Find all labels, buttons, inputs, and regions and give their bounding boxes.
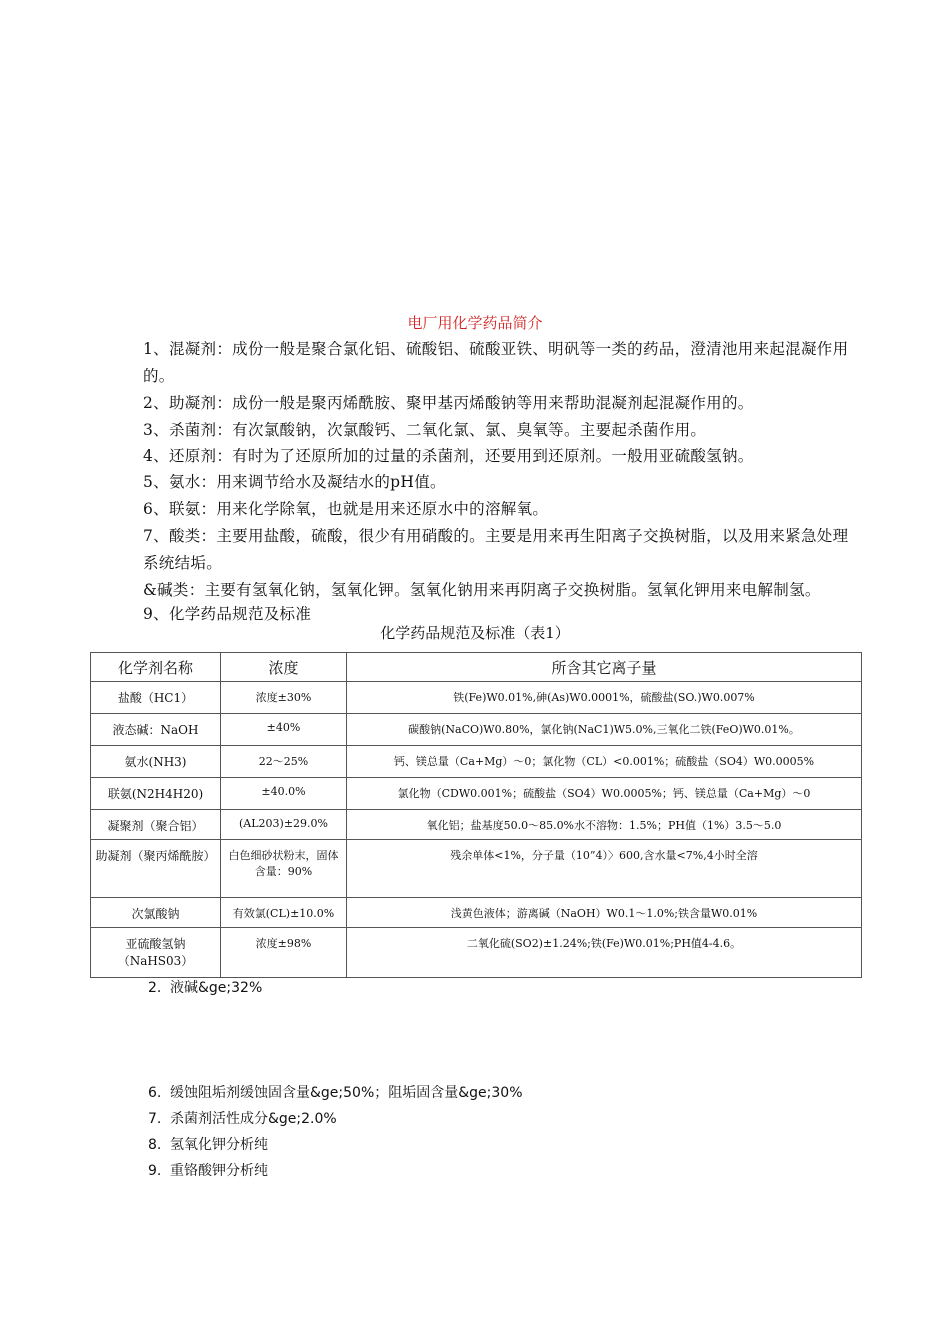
cell-ions: 钙、镁总量（Ca+Mg）〜0；氯化物（CL）<0.001%；硫酸盐（SO4）W0.0005% bbox=[347, 746, 862, 778]
paragraph-acids: 7、酸类：主要用盐酸，硫酸，很少有用硝酸的。主要是用来再生阳离子交换树脂，以及用来紧急处理系统结垢。 bbox=[143, 527, 849, 572]
spec-table bbox=[90, 652, 862, 978]
list-item bbox=[148, 975, 262, 1001]
paragraph-flocculant: 2、助凝剂：成份一般是聚丙烯酰胺、聚甲基丙烯酸钠等用来帮助混凝剂起混凝作用的。 bbox=[143, 394, 754, 412]
cell-ions: 残余单体<1%，分子量（10”4）〉600,含水量<7%,4小时全溶 bbox=[347, 840, 862, 898]
cell-name: 助凝剂（聚丙烯酰胺） bbox=[91, 840, 221, 898]
cell-concentration: (AL203)±29.0% bbox=[221, 810, 347, 840]
cell-ions: 铁(Fe)W0.01%,砷(As)W0.0001%，硫酸盐(SO.)W0.007% bbox=[347, 682, 862, 714]
list-item bbox=[148, 1080, 523, 1106]
paragraph-ammonia: 5、氨水：用来调节给水及凝结水的pH值。 bbox=[143, 473, 446, 491]
list-item bbox=[148, 1106, 523, 1132]
list-item-text: 重铬酸钾分析纯 bbox=[170, 1163, 268, 1179]
cell-concentration: 白色细砂状粉末，固体含量：90% bbox=[221, 840, 347, 898]
cell-concentration: ±40.0% bbox=[221, 778, 347, 810]
cell-name: 凝聚剂（聚合铝） bbox=[91, 810, 221, 840]
cell-ions: 二氧化硫(SO2)±1.24%;铁(Fe)W0.01%;PH值4-4.6。 bbox=[347, 928, 862, 978]
cell-concentration: ±40% bbox=[221, 714, 347, 746]
list-item-text: 杀菌剂活性成分&ge;2.0% bbox=[170, 1111, 337, 1127]
cell-name: 亚硫酸氢钠（NaHS03） bbox=[91, 928, 221, 978]
list-item-text: 氢氧化钾分析纯 bbox=[170, 1137, 268, 1153]
table-row bbox=[91, 778, 862, 810]
paragraph-alkalis: &碱类：主要有氢氧化钠，氢氧化钾。氢氧化钠用来再阴离子交换树脂。氢氧化钾用来电解制氢。 bbox=[143, 581, 821, 599]
cell-name: 联氨(N2H4H20) bbox=[91, 778, 221, 810]
cell-concentration: 22〜25% bbox=[221, 746, 347, 778]
list-item-number: 8. bbox=[148, 1137, 162, 1153]
cell-name: 液态碱：NaOH bbox=[91, 714, 221, 746]
paragraph-hydrazine: 6、联氨：用来化学除氧，也就是用来还原水中的溶解氧。 bbox=[143, 500, 549, 518]
cell-ions: 碳酸钠(NaCO)W0.80%，氯化钠(NaC1)W5.0%,三氧化二铁(FeO)W0.01%。 bbox=[347, 714, 862, 746]
list-item-number: 6. bbox=[148, 1085, 162, 1101]
column-header-ions: 所含其它离子量 bbox=[347, 653, 862, 682]
table-row bbox=[91, 810, 862, 840]
table-row bbox=[91, 898, 862, 928]
cell-concentration: 浓度±98% bbox=[221, 928, 347, 978]
list-item bbox=[148, 1132, 523, 1158]
paragraph-reductant: 4、还原剂：有时为了还原所加的过量的杀菌剂，还要用到还原剂。一般用亚硫酸氢钠。 bbox=[143, 447, 754, 465]
table-caption: 化学药品规范及标准（表1） bbox=[380, 624, 570, 642]
column-header-concentration: 浓度 bbox=[221, 653, 347, 682]
table-row bbox=[91, 746, 862, 778]
cell-name: 盐酸（HC1） bbox=[91, 682, 221, 714]
cell-ions: 浅黄色液体；游离碱（NaOH）W0.1〜1.0%;铁含量W0.01% bbox=[347, 898, 862, 928]
cell-ions: 氧化铝；盐基度50.0〜85.0%水不溶物：1.5%；PH值（1%）3.5〜5.0 bbox=[347, 810, 862, 840]
cell-name: 氨水(NH3) bbox=[91, 746, 221, 778]
list-item-text: 液碱&ge;32% bbox=[170, 980, 263, 996]
cell-concentration: 浓度±30% bbox=[221, 682, 347, 714]
cell-name: 次氯酸钠 bbox=[91, 898, 221, 928]
table-row bbox=[91, 928, 862, 978]
reagent-spec-list bbox=[148, 1080, 523, 1184]
list-item bbox=[148, 1158, 523, 1184]
list-item-number: 9. bbox=[148, 1163, 162, 1179]
table-row bbox=[91, 714, 862, 746]
page-title: 电厂用化学药品简介 bbox=[407, 314, 543, 332]
cell-concentration: 有效氯(CL)±10.0% bbox=[221, 898, 347, 928]
paragraph-coagulant: 1、混凝剂：成份一般是聚合氯化铝、硫酸铝、硫酸亚铁、明矾等一类的药品，澄清池用来起混凝作用的。 bbox=[143, 340, 849, 385]
list-item-text: 缓蚀阻垢剂缓蚀固含量&ge;50%；阻垢固含量&ge;30% bbox=[170, 1085, 523, 1101]
cell-ions: 氯化物（CDW0.001%；硫酸盐（SO4）W0.0005%；钙、镁总量（Ca+Mg）〜0 bbox=[347, 778, 862, 810]
column-header-name: 化学剂名称 bbox=[91, 653, 221, 682]
alkali-spec-list bbox=[148, 975, 262, 1001]
list-item-number: 2. bbox=[148, 980, 162, 996]
table-header-row bbox=[91, 653, 862, 682]
table-row bbox=[91, 682, 862, 714]
list-item-number: 7. bbox=[148, 1111, 162, 1127]
table-row bbox=[91, 840, 862, 898]
paragraph-standards: 9、化学药品规范及标准 bbox=[143, 605, 312, 623]
paragraph-bactericide: 3、杀菌剂：有次氯酸钠，次氯酸钙、二氧化氯、氯、臭氧等。主要起杀菌作用。 bbox=[143, 421, 707, 439]
